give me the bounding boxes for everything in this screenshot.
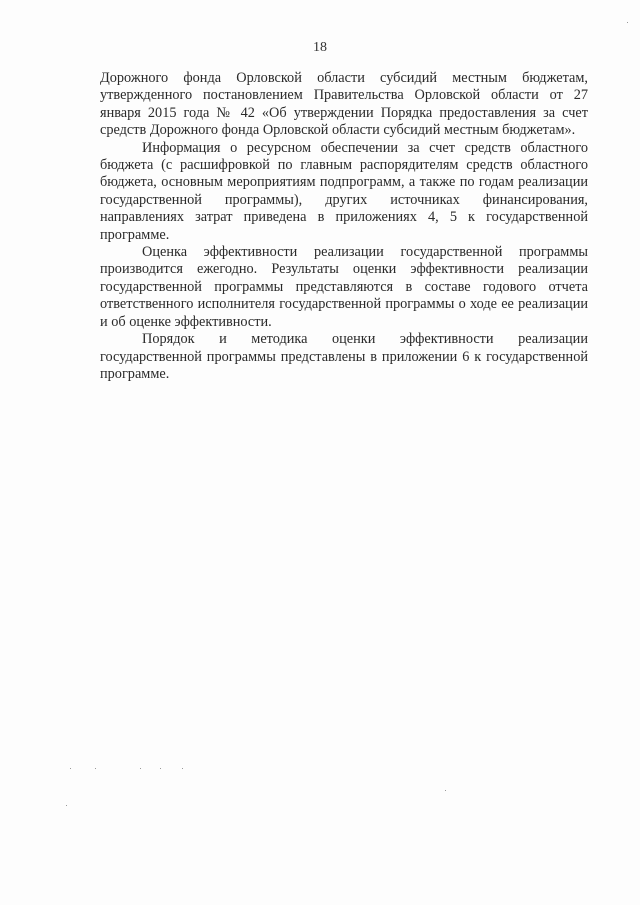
scan-speck <box>66 805 67 806</box>
paragraph-effectiveness-evaluation: Оценка эффективности реализации государственной программы производится ежегодно. Результаты оценки эффективности реализации государственной программы представляются в составе годового отчета ответственного исполнителя государственной программы о ходе ее реализации и об оценке эффективности. <box>100 244 588 330</box>
scan-speck <box>627 22 628 23</box>
scan-speck <box>70 768 71 769</box>
scan-speck <box>95 768 96 769</box>
page-number: 18 <box>313 40 327 55</box>
scan-speck <box>160 768 161 769</box>
paragraph-continuation: Дорожного фонда Орловской области субсидий местным бюджетам, утвержденного постановлением Правительства Орловской области от 27 января 2015 года № 42 «Об утверждении Порядка предоставления за счет средств Дорожного фонда Орловской области субсидий местным бюджетам». <box>100 70 588 139</box>
scan-speck <box>140 768 141 769</box>
paragraph-methodology: Порядок и методика оценки эффективности реализации государственной программы представлены в приложении 6 к государственной программе. <box>100 331 588 382</box>
document-body <box>100 70 588 383</box>
scan-speck <box>182 768 183 769</box>
scan-speck <box>445 790 446 791</box>
paragraph-resource-info: Информация о ресурсном обеспечении за счет средств областного бюджета (с расшифровкой по главным распорядителям средств областного бюджета, основным мероприятиям подпрограмм, а также по годам реализации государственной программы), других источниках финансирования, направлениях затрат приведена в приложениях 4, 5 к государственной программе. <box>100 139 588 243</box>
